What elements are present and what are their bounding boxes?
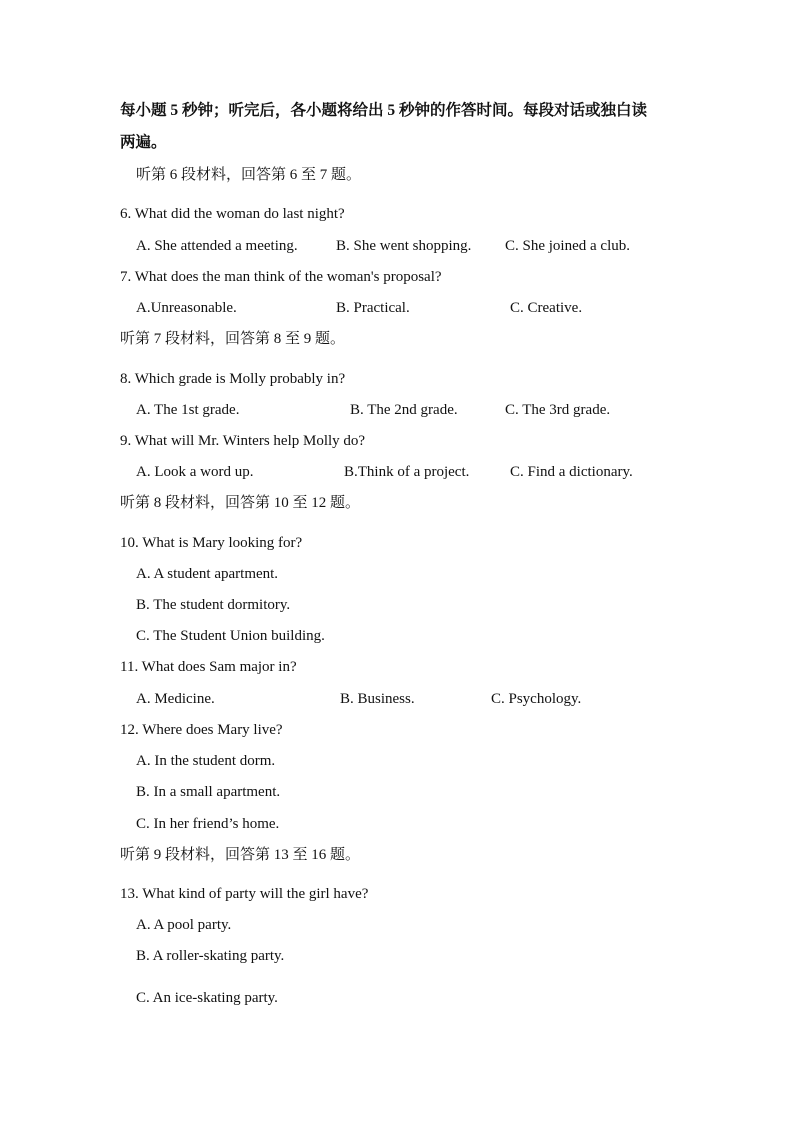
question-12-option-a: A. In the student dorm. — [136, 753, 276, 769]
question-11-option-c: C. Psychology. — [491, 691, 582, 707]
question-8: 8. Which grade is Molly probably in? — [120, 371, 346, 387]
intro-line-1: 每小题 5 秒钟；听完后，各小题将给出 5 秒钟的作答时间。每段对话或独白读 — [120, 102, 648, 119]
section-heading-8: 听第 8 段材料，回答第 10 至 12 题。 — [120, 495, 361, 511]
question-10-option-a: A. A student apartment. — [136, 566, 279, 582]
question-10-option-c: C. The Student Union building. — [136, 628, 325, 644]
question-13-option-c: C. An ice-skating party. — [136, 990, 278, 1006]
intro-line-2: 两遍。 — [120, 134, 167, 151]
question-10-option-b: B. The student dormitory. — [136, 597, 291, 613]
section-heading-7: 听第 7 段材料，回答第 8 至 9 题。 — [120, 331, 346, 347]
question-7-option-c: C. Creative. — [510, 300, 583, 316]
question-9: 9. What will Mr. Winters help Molly do? — [120, 433, 366, 449]
question-8-option-a: A. The 1st grade. — [136, 402, 240, 418]
question-6-option-c: C. She joined a club. — [505, 238, 630, 254]
question-6: 6. What did the woman do last night? — [120, 206, 345, 222]
question-8-option-b: B. The 2nd grade. — [350, 402, 458, 418]
question-12-option-c: C. In her friend’s home. — [136, 816, 280, 832]
question-7-option-a: A.Unreasonable. — [136, 300, 237, 316]
question-9-option-c: C. Find a dictionary. — [510, 464, 633, 480]
question-6-option-a: A. She attended a meeting. — [136, 238, 298, 254]
question-11-option-a: A. Medicine. — [136, 691, 215, 707]
question-12: 12. Where does Mary live? — [120, 722, 283, 738]
question-12-option-b: B. In a small apartment. — [136, 784, 281, 800]
question-7-option-b: B. Practical. — [336, 300, 410, 316]
question-8-option-c: C. The 3rd grade. — [505, 402, 611, 418]
section-heading-6: 听第 6 段材料，回答第 6 至 7 题。 — [136, 167, 362, 183]
question-9-option-b: B.Think of a project. — [344, 464, 470, 480]
question-11-option-b: B. Business. — [340, 691, 415, 707]
question-11: 11. What does Sam major in? — [120, 659, 297, 675]
question-13: 13. What kind of party will the girl have? — [120, 886, 369, 902]
question-13-option-b: B. A roller-skating party. — [136, 948, 285, 964]
question-10: 10. What is Mary looking for? — [120, 535, 303, 551]
question-7: 7. What does the man think of the woman's proposal? — [120, 269, 442, 285]
question-6-option-b: B. She went shopping. — [336, 238, 472, 254]
question-13-option-a: A. A pool party. — [136, 917, 232, 933]
section-heading-9: 听第 9 段材料，回答第 13 至 16 题。 — [120, 847, 361, 863]
question-9-option-a: A. Look a word up. — [136, 464, 254, 480]
